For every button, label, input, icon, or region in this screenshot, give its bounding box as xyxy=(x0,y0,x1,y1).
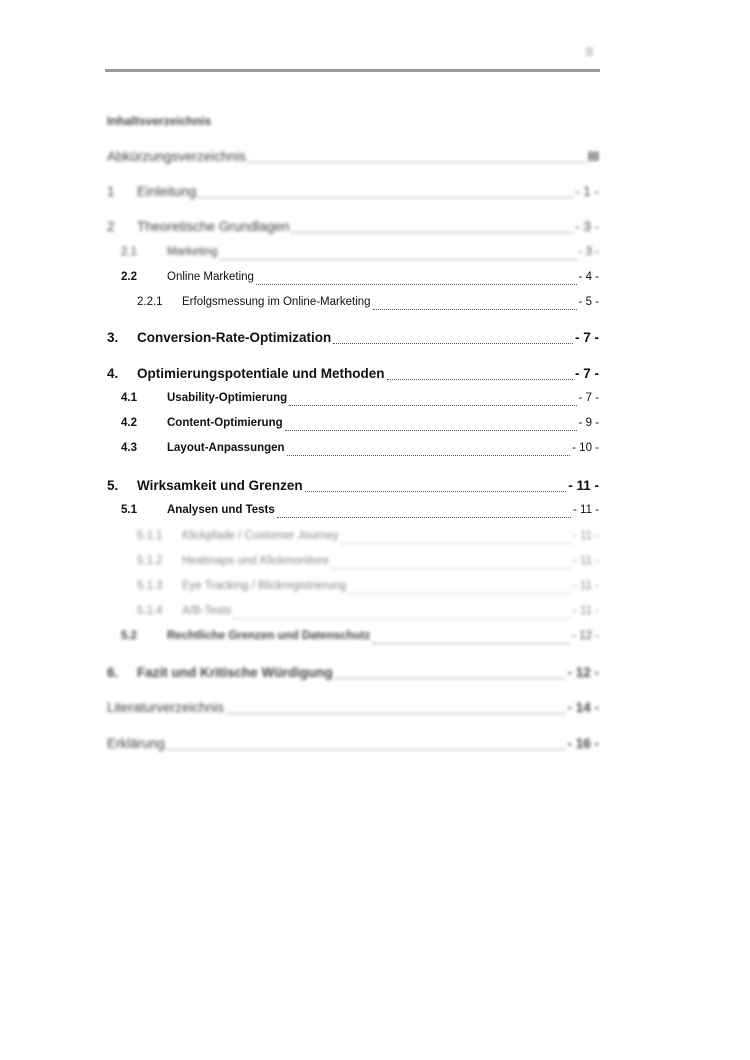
toc-entry-page: - 16 - xyxy=(567,736,599,751)
toc-leader-dots xyxy=(220,259,577,260)
toc-entry-5-1-2[interactable] xyxy=(137,555,599,573)
toc-entry-5[interactable] xyxy=(107,478,599,496)
toc-entry-title: Layout-Anpassungen xyxy=(167,442,285,454)
toc-entry-number: 5.2 xyxy=(121,630,137,642)
toc-entry-erklaerung[interactable] xyxy=(107,736,599,754)
toc-heading: Inhaltsverzeichnis xyxy=(107,114,212,128)
toc-leader-dots xyxy=(233,618,571,619)
toc-leader-dots xyxy=(285,430,577,431)
toc-entry-title: Marketing xyxy=(167,246,218,258)
toc-entry-page: - 3 - xyxy=(578,246,599,258)
toc-entry-page: - 10 - xyxy=(572,442,599,454)
toc-entry-title: Erklärung xyxy=(107,736,165,751)
toc-entry-number: 3. xyxy=(107,330,119,345)
toc-leader-dots xyxy=(198,197,573,198)
toc-entry-title: A/B-Tests xyxy=(182,605,232,617)
toc-entry-title: Abkürzungsverzeichnis xyxy=(107,149,246,164)
toc-entry-number: 4.3 xyxy=(121,442,137,454)
toc-entry-number: 6. xyxy=(107,665,119,680)
toc-entry-page: - 11 - xyxy=(573,605,599,617)
toc-entry-5-1-4[interactable] xyxy=(137,605,599,623)
toc-entry-2[interactable] xyxy=(107,219,599,237)
toc-leader-dots xyxy=(348,593,571,594)
toc-entry-number: 5.1.1 xyxy=(137,530,163,542)
toc-entry-number: 5. xyxy=(107,478,119,493)
toc-entry-page: - 11 - xyxy=(573,555,599,567)
toc-entry-2-2-1[interactable] xyxy=(137,296,599,314)
toc-entry-number: 2.2.1 xyxy=(137,296,163,308)
toc-entry-number: 4. xyxy=(107,366,119,381)
toc-entry-page: - 12 - xyxy=(572,630,599,642)
toc-entry-number: 4.1 xyxy=(121,392,137,404)
toc-leader-dots xyxy=(333,343,573,344)
toc-entry-5-2[interactable] xyxy=(121,630,599,648)
toc-entry-number: 4.2 xyxy=(121,417,137,429)
toc-entry-number: 2 xyxy=(107,219,115,234)
toc-entry-number: 5.1.3 xyxy=(137,580,163,592)
toc-entry-page: - 9 - xyxy=(578,417,599,429)
toc-entry-title: Fazit und Kritische Würdigung xyxy=(137,665,333,680)
toc-entry-literaturverzeichnis[interactable] xyxy=(107,700,599,718)
toc-entry-title: Analysen und Tests xyxy=(167,504,275,516)
toc-entry-title: Usability-Optimierung xyxy=(167,392,288,404)
toc-entry-number: 2.1 xyxy=(121,246,137,258)
toc-entry-2-2[interactable] xyxy=(121,271,599,289)
toc-entry-4[interactable] xyxy=(107,366,599,384)
toc-entry-page: - 3 - xyxy=(574,219,599,234)
toc-entry-number: 5.1.2 xyxy=(137,555,163,567)
toc-entry-page: III xyxy=(587,149,599,164)
toc-entry-number: 5.1 xyxy=(121,504,137,516)
toc-leader-dots xyxy=(248,162,586,163)
toc-entry-page: - 7 - xyxy=(578,392,599,404)
toc-entry-title: Literaturverzeichnis xyxy=(107,700,225,715)
toc-entry-abkuerzungsverzeichnis[interactable] xyxy=(107,149,599,167)
toc-leader-dots xyxy=(372,643,570,644)
toc-entry-page: - 4 - xyxy=(578,271,599,283)
toc-entry-page: - 12 - xyxy=(567,665,599,680)
page-number: II xyxy=(586,44,594,59)
toc-entry-number: 5.1.4 xyxy=(137,605,163,617)
toc-leader-dots xyxy=(331,568,571,569)
toc-entry-page: - 7 - xyxy=(574,366,599,381)
toc-leader-dots xyxy=(335,678,566,679)
toc-leader-dots xyxy=(289,405,576,406)
toc-entry-5-1-1[interactable] xyxy=(137,530,599,548)
toc-entry-title: Conversion-Rate-Optimization xyxy=(137,330,332,345)
toc-entry-2-1[interactable] xyxy=(121,246,599,264)
toc-entry-title: Optimierungspotentiale und Methoden xyxy=(137,366,385,381)
toc-entry-3[interactable] xyxy=(107,330,599,348)
toc-entry-4-3[interactable] xyxy=(121,442,599,460)
toc-entry-page: - 11 - xyxy=(568,478,599,493)
toc-entry-page: - 11 - xyxy=(573,530,599,542)
toc-entry-page: - 11 - xyxy=(573,504,599,516)
toc-leader-dots xyxy=(341,543,571,544)
toc-entry-page: - 7 - xyxy=(574,330,599,345)
toc-leader-dots xyxy=(305,491,567,492)
toc-entry-page: - 5 - xyxy=(578,296,599,308)
toc-entry-title: Content-Optimierung xyxy=(167,417,283,429)
header-rule xyxy=(105,69,600,72)
toc-leader-dots xyxy=(291,232,573,233)
toc-entry-4-2[interactable] xyxy=(121,417,599,435)
toc-entry-title: Eye Tracking / Blickregistrierung xyxy=(182,580,347,592)
toc-entry-6[interactable] xyxy=(107,665,599,683)
toc-entry-4-1[interactable] xyxy=(121,392,599,410)
toc-entry-title: Einleitung xyxy=(137,184,197,199)
toc-entry-number: 1 xyxy=(107,184,115,199)
toc-entry-title: Heatmaps und Klickmonitore xyxy=(182,555,330,567)
toc-entry-title: Rechtliche Grenzen und Datenschutz xyxy=(167,630,371,642)
toc-entry-page: - 1 - xyxy=(574,184,599,199)
toc-entry-number: 2.2 xyxy=(121,271,137,283)
toc-entry-title: Online Marketing xyxy=(167,271,254,283)
toc-leader-dots xyxy=(387,379,573,380)
toc-leader-dots xyxy=(226,713,565,714)
toc-entry-page: - 11 - xyxy=(573,580,599,592)
toc-leader-dots xyxy=(373,309,577,310)
toc-entry-page: - 14 - xyxy=(567,700,599,715)
toc-leader-dots xyxy=(287,455,571,456)
toc-leader-dots xyxy=(167,749,566,750)
toc-entry-title: Theoretische Grundlagen xyxy=(137,219,290,234)
toc-entry-1[interactable] xyxy=(107,184,599,202)
toc-entry-title: Klickpfade / Customer Journey xyxy=(182,530,339,542)
toc-entry-5-1-3[interactable] xyxy=(137,580,599,598)
toc-leader-dots xyxy=(256,284,577,285)
toc-entry-title: Erfolgsmessung im Online-Marketing xyxy=(182,296,371,308)
toc-entry-title: Wirksamkeit und Grenzen xyxy=(137,478,303,493)
toc-leader-dots xyxy=(277,517,571,518)
toc-entry-5-1[interactable] xyxy=(121,504,599,522)
